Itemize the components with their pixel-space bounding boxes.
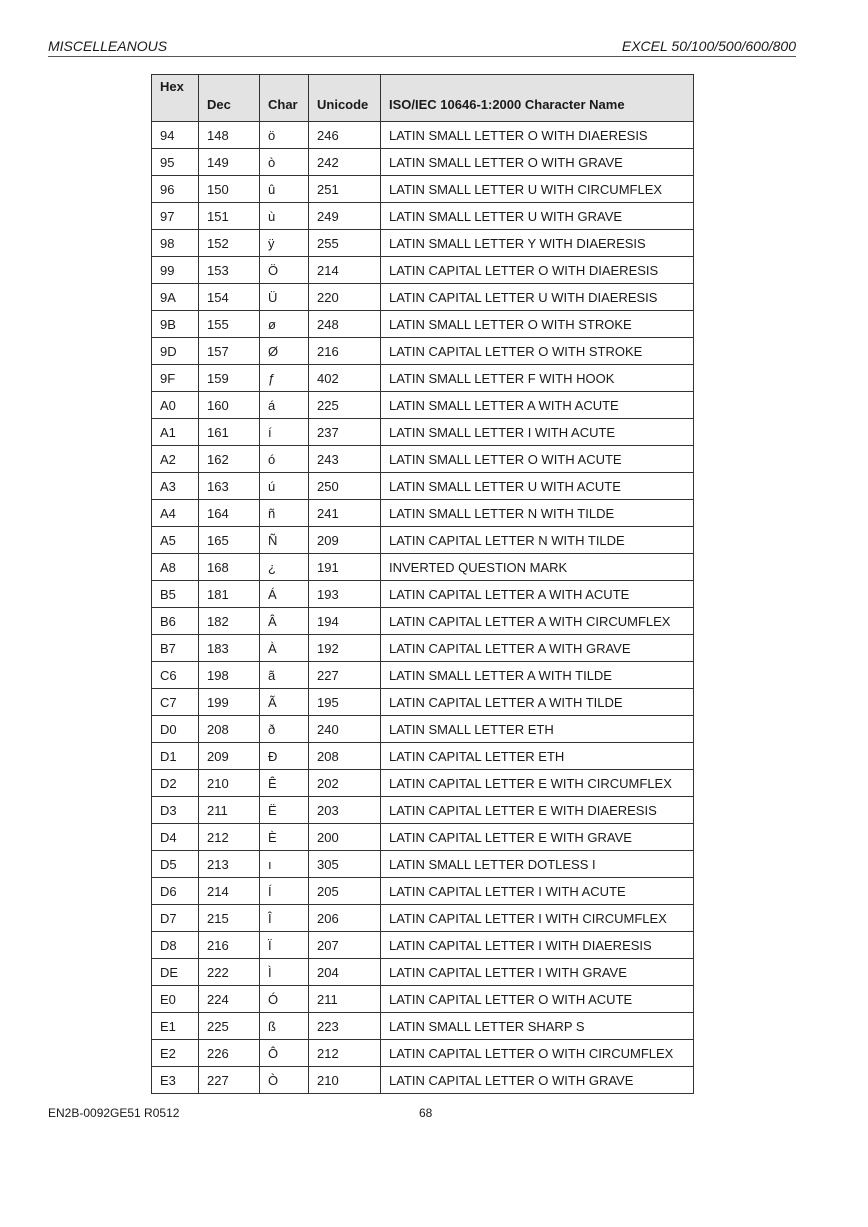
dec-cell: 181 <box>199 581 260 608</box>
unicode-cell: 249 <box>309 203 381 230</box>
unicode-cell: 246 <box>309 122 381 149</box>
char-cell: Ö <box>260 257 309 284</box>
unicode-cell: 195 <box>309 689 381 716</box>
hex-cell: A2 <box>152 446 199 473</box>
character-name-cell: LATIN CAPITAL LETTER A WITH TILDE <box>381 689 694 716</box>
char-cell: ú <box>260 473 309 500</box>
hex-cell: 96 <box>152 176 199 203</box>
column-header-hex: Hex <box>152 75 199 122</box>
hex-cell: 94 <box>152 122 199 149</box>
character-name-cell: LATIN SMALL LETTER SHARP S <box>381 1013 694 1040</box>
char-cell: ð <box>260 716 309 743</box>
table-row <box>152 149 694 176</box>
char-cell: Ô <box>260 1040 309 1067</box>
unicode-cell: 209 <box>309 527 381 554</box>
hex-cell: 9F <box>152 365 199 392</box>
hex-cell: A0 <box>152 392 199 419</box>
unicode-cell: 207 <box>309 932 381 959</box>
unicode-cell: 206 <box>309 905 381 932</box>
unicode-cell: 203 <box>309 797 381 824</box>
char-cell: í <box>260 419 309 446</box>
character-name-cell: LATIN SMALL LETTER O WITH STROKE <box>381 311 694 338</box>
table-body <box>152 122 694 1094</box>
unicode-cell: 211 <box>309 986 381 1013</box>
table-row <box>152 878 694 905</box>
dec-cell: 211 <box>199 797 260 824</box>
dec-cell: 168 <box>199 554 260 581</box>
dec-cell: 151 <box>199 203 260 230</box>
character-name-cell: LATIN CAPITAL LETTER A WITH ACUTE <box>381 581 694 608</box>
dec-cell: 165 <box>199 527 260 554</box>
unicode-cell: 210 <box>309 1067 381 1094</box>
hex-cell: 99 <box>152 257 199 284</box>
hex-cell: D3 <box>152 797 199 824</box>
table-row <box>152 527 694 554</box>
page-header <box>48 38 796 57</box>
unicode-cell: 241 <box>309 500 381 527</box>
character-name-cell: LATIN CAPITAL LETTER N WITH TILDE <box>381 527 694 554</box>
dec-cell: 210 <box>199 770 260 797</box>
char-cell: ò <box>260 149 309 176</box>
unicode-cell: 248 <box>309 311 381 338</box>
char-cell: ã <box>260 662 309 689</box>
char-cell: À <box>260 635 309 662</box>
dec-cell: 216 <box>199 932 260 959</box>
char-cell: Ð <box>260 743 309 770</box>
product-title: EXCEL 50/100/500/600/800 <box>621 38 796 54</box>
hex-cell: E2 <box>152 1040 199 1067</box>
dec-cell: 226 <box>199 1040 260 1067</box>
character-name-cell: LATIN SMALL LETTER U WITH CIRCUMFLEX <box>381 176 694 203</box>
character-name-cell: LATIN CAPITAL LETTER I WITH DIAERESIS <box>381 932 694 959</box>
character-name-cell: LATIN CAPITAL LETTER O WITH DIAERESIS <box>381 257 694 284</box>
char-cell: ö <box>260 122 309 149</box>
dec-cell: 222 <box>199 959 260 986</box>
character-name-cell: LATIN SMALL LETTER O WITH ACUTE <box>381 446 694 473</box>
table-row <box>152 716 694 743</box>
char-cell: Á <box>260 581 309 608</box>
column-header-char: Char <box>260 75 309 122</box>
unicode-cell: 240 <box>309 716 381 743</box>
unicode-cell: 255 <box>309 230 381 257</box>
unicode-cell: 212 <box>309 1040 381 1067</box>
table-row <box>152 230 694 257</box>
dec-cell: 215 <box>199 905 260 932</box>
unicode-cell: 225 <box>309 392 381 419</box>
table-row <box>152 338 694 365</box>
table-header-row <box>152 75 694 122</box>
char-cell: Ì <box>260 959 309 986</box>
dec-cell: 159 <box>199 365 260 392</box>
dec-cell: 227 <box>199 1067 260 1094</box>
table-row <box>152 203 694 230</box>
table-row <box>152 851 694 878</box>
character-name-cell: LATIN SMALL LETTER DOTLESS I <box>381 851 694 878</box>
hex-cell: C6 <box>152 662 199 689</box>
hex-cell: D5 <box>152 851 199 878</box>
table-row <box>152 797 694 824</box>
character-name-cell: LATIN SMALL LETTER A WITH TILDE <box>381 662 694 689</box>
hex-cell: 98 <box>152 230 199 257</box>
table-row <box>152 824 694 851</box>
hex-cell: A4 <box>152 500 199 527</box>
hex-cell: 9B <box>152 311 199 338</box>
char-cell: Ã <box>260 689 309 716</box>
table-row <box>152 1013 694 1040</box>
unicode-cell: 227 <box>309 662 381 689</box>
character-name-cell: LATIN CAPITAL LETTER U WITH DIAERESIS <box>381 284 694 311</box>
unicode-cell: 223 <box>309 1013 381 1040</box>
hex-cell: A8 <box>152 554 199 581</box>
table-row <box>152 419 694 446</box>
hex-cell: B5 <box>152 581 199 608</box>
character-name-cell: LATIN SMALL LETTER U WITH ACUTE <box>381 473 694 500</box>
dec-cell: 163 <box>199 473 260 500</box>
dec-cell: 157 <box>199 338 260 365</box>
table-row <box>152 554 694 581</box>
char-cell: Ò <box>260 1067 309 1094</box>
table-row <box>152 1067 694 1094</box>
table-row <box>152 122 694 149</box>
dec-cell: 154 <box>199 284 260 311</box>
unicode-cell: 191 <box>309 554 381 581</box>
unicode-cell: 402 <box>309 365 381 392</box>
table-row <box>152 932 694 959</box>
unicode-cell: 193 <box>309 581 381 608</box>
unicode-cell: 250 <box>309 473 381 500</box>
character-name-cell: LATIN SMALL LETTER A WITH ACUTE <box>381 392 694 419</box>
hex-cell: 9D <box>152 338 199 365</box>
table-row <box>152 662 694 689</box>
unicode-cell: 214 <box>309 257 381 284</box>
dec-cell: 198 <box>199 662 260 689</box>
dec-cell: 155 <box>199 311 260 338</box>
document-id: EN2B-0092GE51 R0512 <box>48 1106 180 1120</box>
table-row <box>152 608 694 635</box>
char-cell: Ø <box>260 338 309 365</box>
hex-cell: A5 <box>152 527 199 554</box>
character-name-cell: LATIN CAPITAL LETTER O WITH STROKE <box>381 338 694 365</box>
dec-cell: 214 <box>199 878 260 905</box>
dec-cell: 149 <box>199 149 260 176</box>
dec-cell: 209 <box>199 743 260 770</box>
hex-cell: D1 <box>152 743 199 770</box>
hex-cell: E1 <box>152 1013 199 1040</box>
dec-cell: 225 <box>199 1013 260 1040</box>
unicode-cell: 205 <box>309 878 381 905</box>
char-cell: Ü <box>260 284 309 311</box>
table-row <box>152 365 694 392</box>
column-header-unicode: Unicode <box>309 75 381 122</box>
char-cell: ÿ <box>260 230 309 257</box>
char-cell: Î <box>260 905 309 932</box>
character-name-cell: LATIN CAPITAL LETTER A WITH CIRCUMFLEX <box>381 608 694 635</box>
dec-cell: 152 <box>199 230 260 257</box>
dec-cell: 153 <box>199 257 260 284</box>
character-name-cell: LATIN SMALL LETTER O WITH GRAVE <box>381 149 694 176</box>
char-cell: ¿ <box>260 554 309 581</box>
table-row <box>152 905 694 932</box>
table-row <box>152 176 694 203</box>
char-cell: Ñ <box>260 527 309 554</box>
character-name-cell: LATIN CAPITAL LETTER E WITH DIAERESIS <box>381 797 694 824</box>
char-cell: ù <box>260 203 309 230</box>
character-name-cell: LATIN SMALL LETTER O WITH DIAERESIS <box>381 122 694 149</box>
character-name-cell: LATIN CAPITAL LETTER A WITH GRAVE <box>381 635 694 662</box>
character-name-cell: LATIN SMALL LETTER N WITH TILDE <box>381 500 694 527</box>
character-name-cell: LATIN CAPITAL LETTER ETH <box>381 743 694 770</box>
character-name-cell: LATIN CAPITAL LETTER O WITH GRAVE <box>381 1067 694 1094</box>
character-name-cell: LATIN CAPITAL LETTER O WITH ACUTE <box>381 986 694 1013</box>
hex-cell: 97 <box>152 203 199 230</box>
char-cell: û <box>260 176 309 203</box>
character-name-cell: LATIN CAPITAL LETTER O WITH CIRCUMFLEX <box>381 1040 694 1067</box>
table-row <box>152 959 694 986</box>
hex-cell: A3 <box>152 473 199 500</box>
hex-cell: DE <box>152 959 199 986</box>
unicode-cell: 305 <box>309 851 381 878</box>
char-cell: ó <box>260 446 309 473</box>
char-cell: á <box>260 392 309 419</box>
table-row <box>152 473 694 500</box>
character-name-cell: LATIN CAPITAL LETTER I WITH CIRCUMFLEX <box>381 905 694 932</box>
unicode-cell: 220 <box>309 284 381 311</box>
hex-cell: A1 <box>152 419 199 446</box>
dec-cell: 224 <box>199 986 260 1013</box>
character-name-cell: LATIN CAPITAL LETTER E WITH GRAVE <box>381 824 694 851</box>
hex-cell: E0 <box>152 986 199 1013</box>
dec-cell: 160 <box>199 392 260 419</box>
dec-cell: 199 <box>199 689 260 716</box>
table-row <box>152 311 694 338</box>
hex-cell: E3 <box>152 1067 199 1094</box>
dec-cell: 148 <box>199 122 260 149</box>
character-table <box>151 74 694 1094</box>
unicode-cell: 192 <box>309 635 381 662</box>
hex-cell: C7 <box>152 689 199 716</box>
column-header-character-name: ISO/IEC 10646-1:2000 Character Name <box>381 75 694 122</box>
char-cell: ı <box>260 851 309 878</box>
char-cell: Ï <box>260 932 309 959</box>
unicode-cell: 243 <box>309 446 381 473</box>
char-cell: ñ <box>260 500 309 527</box>
char-cell: Ê <box>260 770 309 797</box>
dec-cell: 208 <box>199 716 260 743</box>
column-header-dec: Dec <box>199 75 260 122</box>
unicode-cell: 200 <box>309 824 381 851</box>
section-title: MISCELLEANOUS <box>48 38 168 54</box>
unicode-cell: 237 <box>309 419 381 446</box>
table-row <box>152 743 694 770</box>
unicode-cell: 202 <box>309 770 381 797</box>
char-cell: Â <box>260 608 309 635</box>
unicode-cell: 208 <box>309 743 381 770</box>
hex-cell: 95 <box>152 149 199 176</box>
hex-cell: 9A <box>152 284 199 311</box>
unicode-cell: 216 <box>309 338 381 365</box>
character-name-cell: LATIN SMALL LETTER U WITH GRAVE <box>381 203 694 230</box>
table-row <box>152 500 694 527</box>
dec-cell: 162 <box>199 446 260 473</box>
table-row <box>152 392 694 419</box>
hex-cell: D0 <box>152 716 199 743</box>
hex-cell: D4 <box>152 824 199 851</box>
table-row <box>152 770 694 797</box>
dec-cell: 213 <box>199 851 260 878</box>
table-row <box>152 257 694 284</box>
table-row <box>152 284 694 311</box>
dec-cell: 212 <box>199 824 260 851</box>
table-row <box>152 581 694 608</box>
hex-cell: D7 <box>152 905 199 932</box>
hex-cell: D2 <box>152 770 199 797</box>
char-cell: Ë <box>260 797 309 824</box>
page-number: 68 <box>419 1106 433 1120</box>
dec-cell: 164 <box>199 500 260 527</box>
char-cell: Í <box>260 878 309 905</box>
table-row <box>152 1040 694 1067</box>
dec-cell: 182 <box>199 608 260 635</box>
character-name-cell: LATIN SMALL LETTER F WITH HOOK <box>381 365 694 392</box>
unicode-cell: 204 <box>309 959 381 986</box>
char-cell: ƒ <box>260 365 309 392</box>
dec-cell: 150 <box>199 176 260 203</box>
character-name-cell: LATIN CAPITAL LETTER I WITH ACUTE <box>381 878 694 905</box>
character-name-cell: LATIN CAPITAL LETTER E WITH CIRCUMFLEX <box>381 770 694 797</box>
character-name-cell: LATIN SMALL LETTER I WITH ACUTE <box>381 419 694 446</box>
char-cell: Ó <box>260 986 309 1013</box>
character-name-cell: INVERTED QUESTION MARK <box>381 554 694 581</box>
table-row <box>152 635 694 662</box>
hex-cell: D6 <box>152 878 199 905</box>
dec-cell: 161 <box>199 419 260 446</box>
unicode-cell: 194 <box>309 608 381 635</box>
dec-cell: 183 <box>199 635 260 662</box>
character-name-cell: LATIN CAPITAL LETTER I WITH GRAVE <box>381 959 694 986</box>
unicode-cell: 242 <box>309 149 381 176</box>
char-cell: ß <box>260 1013 309 1040</box>
unicode-cell: 251 <box>309 176 381 203</box>
character-name-cell: LATIN SMALL LETTER Y WITH DIAERESIS <box>381 230 694 257</box>
table-row <box>152 689 694 716</box>
hex-cell: D8 <box>152 932 199 959</box>
char-cell: ø <box>260 311 309 338</box>
hex-cell: B6 <box>152 608 199 635</box>
char-cell: È <box>260 824 309 851</box>
table-row <box>152 446 694 473</box>
table-row <box>152 986 694 1013</box>
hex-cell: B7 <box>152 635 199 662</box>
character-name-cell: LATIN SMALL LETTER ETH <box>381 716 694 743</box>
